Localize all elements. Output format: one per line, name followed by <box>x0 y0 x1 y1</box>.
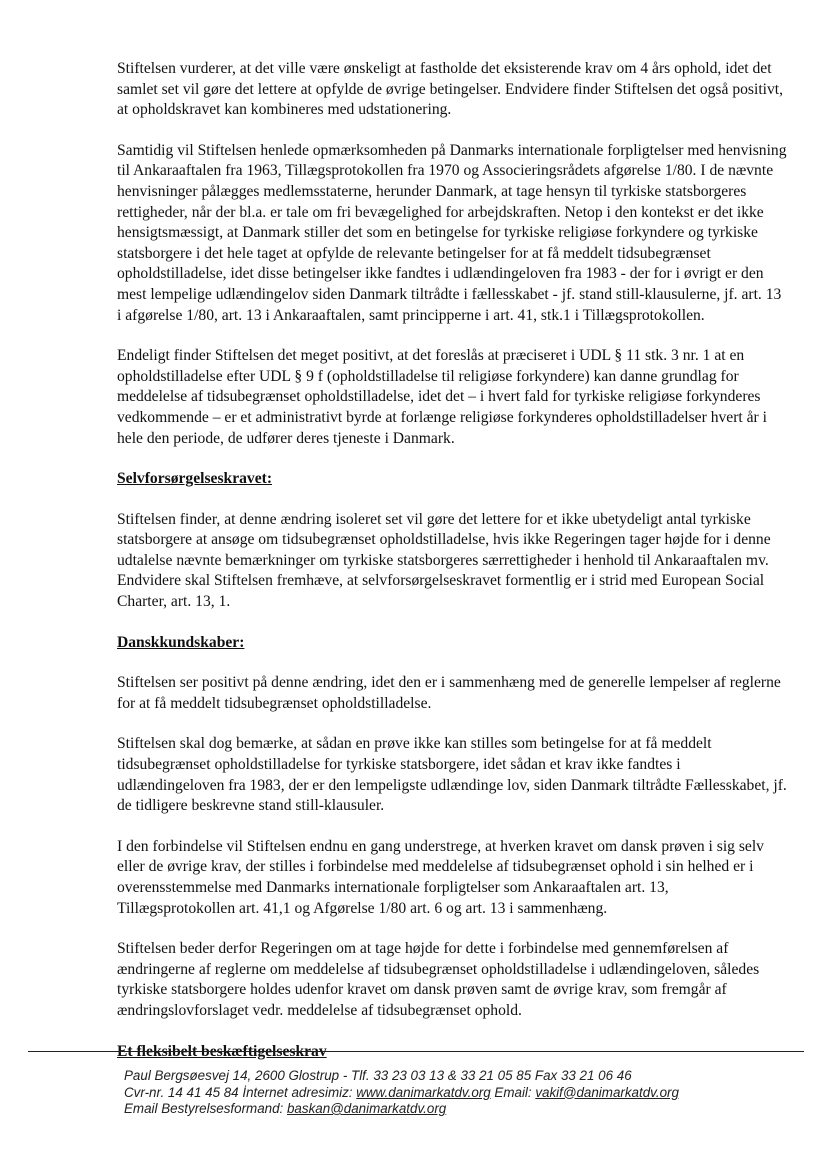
footer-divider <box>28 1051 804 1052</box>
letter-body <box>117 59 787 1082</box>
chair-email-link[interactable]: baskan@danimarkatdv.org <box>286 1101 447 1116</box>
section-heading: Et fleksibelt beskæftigelseskrav <box>117 1042 327 1060</box>
footer-email-label: Email: <box>490 1084 536 1100</box>
paragraph: Samtidig vil Stiftelsen henlede opmærksomheden på Danmarks internationale forpligtelser med henvisning til Ankaraaftalen fra 1963, Tillægsprotokollen fra 1970 og Associeringsrådets afgørelse 1/80. I de nævnte henvisninger pålægges medlemsstaterne, herunder Danmark, at tage hensyn til tyrkiske statsborgeres rettigheder, når der bl.a. er tale om fri bevægelighed for arbejdskraften. Netop i den kontekst er det ikke hensigtsmæssigt, at Danmark stiller det som en betingelse for tyrkiske religiøse forkyndere og tyrkiske statsborgere i det hele taget at opfylde de relevante betingelser for at få meddelt tidsubegrænset opholdstilladelse, idet disse betingelser ikke fandtes i udlændingeloven fra 1983 - der for i øvrigt er den mest lempelige udlændingelov siden Danmark tiltrådte i fællesskabet - jf. stand still-klausulerne, jf. art. 13 i afgørelse 1/80, art. 13 i Ankaraaftalen, samt principperne i art. 41, stk.1 i Tillægsprotokollen. <box>117 141 787 324</box>
footer-address: Paul Bergsøesvej 14, 2600 Glostrup - Tlf. 33 23 03 13 & 33 21 05 85 Fax 33 21 06 46 <box>124 1068 632 1083</box>
letterhead-footer <box>124 1068 804 1118</box>
section-heading: Danskkundskaber: <box>117 633 245 651</box>
paragraph: Stiftelsen vurderer, at det ville være ønskeligt at fastholde det eksisterende krav om 4 års ophold, idet det samlet set vil gøre det lettere at opfylde de øvrige betingelser. Endvidere finder Stiftelsen det også positivt, at opholdskravet kan kombineres med udstationering. <box>117 60 784 119</box>
footer-chair-line <box>124 1101 804 1118</box>
website-link[interactable]: www.danimarkatdv.org <box>356 1084 491 1100</box>
paragraph: Stiftelsen skal dog bemærke, at sådan en prøve ikke kan stilles som betingelse for at få meddelt tidsubegrænset opholdstilladelse for tyrkiske statsborgere, idet sådan et krav ikke fandtes i udlændingeloven fra 1983, der er den lempeligste udlændinge lov, siden Danmark tiltrådte Fællesskabet, jf. de tidligere beskrevne stand still-klausuler. <box>117 735 787 815</box>
footer-chair-label: Email Bestyrelsesformand: <box>124 1101 287 1116</box>
paragraph: Stiftelsen finder, at denne ændring isoleret set vil gøre det lettere for et ikke ubetydeligt antal tyrkiske statsborgere at ansøge om tidsubegrænset opholdstilladelse, hvis ikke Regeringen tager højde for i denne udtalelse nævnte bemærkninger om tyrkiske statsborgeres særrettigheder i henhold til Ankaraaftalen mv. Endvidere skal Stiftelsen fremhæve, at selvforsørgelseskravet formentlig er i strid med European Social Charter, art. 13, 1. <box>117 510 771 611</box>
footer-contact-line <box>124 1085 804 1102</box>
email-link[interactable]: vakif@danimarkatdv.org <box>535 1084 679 1100</box>
footer-cvr: Cvr-nr. 14 41 45 84 İnternet adresimiz: <box>124 1084 357 1100</box>
paragraph: Endeligt finder Stiftelsen det meget positivt, at det foreslås at præciseret i UDL § 11 stk. 3 nr. 1 at en opholdstilladelse efter UDL § 9 f (opholdstilladelse til religiøse forkyndere) kan danne grundlag for meddelelse af tidsubegrænset opholdstilladelse, idet det – i hvert fald for tyrkiske religiøse forkynderes vedkommende – er et administrativt byrde at forlænge religiøse forkynderes opholdstilladelser hvert år i hele den periode, de udfører deres tjeneste i Danmark. <box>117 347 767 447</box>
paragraph: Stiftelsen beder derfor Regeringen om at tage højde for dette i forbindelse med gennemførelsen af ændringerne af reglerne om meddelelse af tidsubegrænset opholdstilladelse i udlændingeloven, således tyrkiske statsborgere holdes udenfor kravet om dansk prøven samt de øvrige krav, som fremgår af ændringslovforslaget vedr. meddelelse af tidsubegrænset ophold. <box>117 940 760 1019</box>
section-heading: Selvforsørgelseskravet: <box>117 470 273 488</box>
paragraph: I den forbindelse vil Stiftelsen endnu en gang understrege, at hverken kravet om dansk prøven i sig selv eller de øvrige krav, der stilles i forbindelse med meddelelse af tidsubegrænset ophold i sin helhed er i overensstemmelse med Danmarks internationale forpligtelser som Ankaraaftalen art. 13, Tillægsprotokollen art. 41,1 og Afgørelse 1/80 art. 6 og art. 13 i sammenhæng. <box>117 837 764 917</box>
paragraph: Stiftelsen ser positivt på denne ændring, idet den er i sammenhæng med de generelle lempelser af reglerne for at få meddelt tidsubegrænset opholdstilladelse. <box>117 674 781 712</box>
